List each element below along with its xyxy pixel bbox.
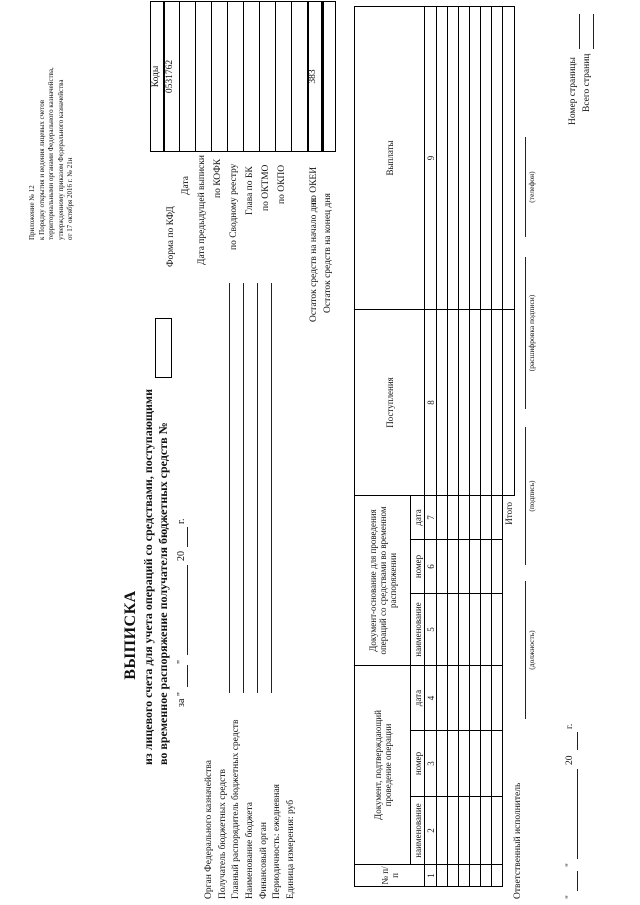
code-label: Глава по БК bbox=[245, 166, 255, 215]
balance-end-box bbox=[322, 1, 336, 152]
label-page-number: Номер страницы bbox=[568, 57, 578, 125]
code-label: по КОФК bbox=[213, 158, 223, 198]
col-number: 1 bbox=[425, 865, 437, 887]
appendix-line: от 17 октября 2016 г. № 21н bbox=[66, 157, 74, 240]
appendix-line: к Порядку открытия и ведения лицевых счетов bbox=[37, 99, 46, 240]
code-label: по ОКПО bbox=[277, 164, 287, 204]
label-fin-body: Финансовый орган bbox=[259, 822, 269, 899]
label-budget: Наименование бюджета bbox=[245, 802, 255, 899]
table-row bbox=[437, 6, 448, 886]
manager-line bbox=[243, 283, 244, 693]
header-name-1: наименование bbox=[411, 797, 425, 865]
header-receipts: Поступления bbox=[355, 309, 425, 495]
header-doc1: Документ, подтверждающий проведение операции bbox=[355, 666, 411, 865]
code-label: по ОКЕИ bbox=[309, 166, 319, 205]
header-payments: Выплаты bbox=[355, 6, 425, 309]
header-number-1: номер bbox=[411, 731, 425, 797]
budget-line bbox=[257, 283, 258, 693]
day-line bbox=[187, 665, 188, 687]
header-num: № п/п bbox=[355, 865, 425, 887]
okei-code: 383 bbox=[308, 1, 324, 152]
label-balance-start: Остаток средств на начало дня bbox=[309, 197, 319, 322]
col-number: 5 bbox=[425, 594, 437, 666]
label-balance-end: Остаток средств на конец дня bbox=[323, 193, 333, 313]
appendix-note bbox=[28, 67, 76, 240]
footer-date-quote: " bbox=[565, 863, 575, 867]
appendix-line: территориальными органами Федерального казначейства, bbox=[47, 67, 55, 240]
month-line bbox=[187, 565, 188, 655]
table-row bbox=[481, 6, 492, 886]
signature-line bbox=[525, 427, 526, 565]
total-row bbox=[503, 6, 515, 886]
registry-code bbox=[228, 1, 244, 152]
col-number: 2 bbox=[425, 797, 437, 865]
date-suffix: г. bbox=[176, 518, 187, 524]
label-recipient: Получатель бюджетных средств bbox=[218, 769, 228, 899]
footer-year-line bbox=[577, 732, 578, 750]
table-row bbox=[470, 6, 481, 886]
footer-date-year: 20 bbox=[565, 755, 575, 765]
code-label: Форма по КФД bbox=[166, 206, 176, 267]
col-number: 7 bbox=[425, 495, 437, 539]
account-number-box bbox=[155, 318, 172, 378]
header-number-2: номер bbox=[411, 540, 425, 594]
label-periodicity: Периодичность: ежедневная bbox=[272, 784, 282, 899]
document-subtitle: из лицевого счета для учета операций со средствами, поступающими bbox=[141, 388, 155, 765]
caption-phone: (телефон) bbox=[527, 171, 536, 203]
col-number: 4 bbox=[425, 666, 437, 731]
date-prefix: за " bbox=[176, 692, 187, 707]
document-title: ВЫПИСКА bbox=[122, 590, 139, 680]
code-label: Дата bbox=[181, 176, 191, 195]
appendix-line: Приложение № 12 bbox=[28, 185, 36, 240]
page-number-line bbox=[579, 14, 580, 49]
oktmo-code bbox=[260, 1, 276, 152]
okpo-code bbox=[276, 1, 292, 152]
header-date-2: дата bbox=[411, 495, 425, 539]
total-pages-line bbox=[593, 14, 594, 49]
col-number: 8 bbox=[425, 309, 437, 495]
footer-month-line bbox=[577, 769, 578, 859]
header-name-2: наименование bbox=[411, 594, 425, 666]
date-quote: " bbox=[176, 659, 187, 664]
head-bk-code bbox=[244, 1, 260, 152]
document-subtitle: во временное распоряжение получателя бюджетных средств № bbox=[156, 422, 170, 765]
label-total-pages: Всего страниц bbox=[582, 53, 592, 112]
year-line bbox=[187, 527, 188, 547]
table-row bbox=[459, 6, 470, 886]
table-row bbox=[448, 6, 459, 886]
col-number: 9 bbox=[425, 6, 437, 309]
fin-body-line bbox=[271, 283, 272, 693]
decoding-line bbox=[525, 257, 526, 409]
codes-header: Коды bbox=[150, 1, 164, 152]
position-line bbox=[525, 581, 526, 719]
label-unit: Единица измерения: руб bbox=[286, 799, 296, 899]
prev-date-code bbox=[196, 1, 212, 152]
recipient-line bbox=[229, 283, 230, 693]
date-code bbox=[180, 1, 196, 152]
caption-position: (должность) bbox=[527, 630, 536, 670]
col-number: 3 bbox=[425, 731, 437, 797]
footer-day-line bbox=[577, 871, 578, 891]
phone-line bbox=[525, 137, 526, 237]
code-label: по Сводному реестру bbox=[229, 163, 239, 250]
code-label: по ОКТМО bbox=[261, 164, 271, 211]
balance-start-box bbox=[308, 1, 322, 152]
operations-table bbox=[354, 6, 515, 887]
footer-date-suffix: г. bbox=[565, 723, 575, 729]
footer-date-quote: " bbox=[565, 895, 575, 899]
codes-table bbox=[150, 0, 320, 152]
total-label: Итого bbox=[503, 501, 514, 525]
caption-decoding: (расшифровка подписи) bbox=[527, 294, 536, 372]
caption-signature: (подпись) bbox=[527, 480, 536, 512]
col-number: 6 bbox=[425, 540, 437, 594]
date-year: 20 bbox=[176, 551, 187, 561]
code-label: Дата предыдущей выписки bbox=[197, 155, 207, 265]
header-doc2: Документ-основание для проведения операций со средствами во временном распоряжении bbox=[355, 495, 411, 665]
header-date-1: дата bbox=[411, 666, 425, 731]
label-executor: Ответственный исполнитель bbox=[513, 782, 523, 899]
blank-code bbox=[292, 1, 308, 152]
label-treasury: Орган Федерального казначейства bbox=[204, 760, 214, 899]
label-manager: Главный распорядитель бюджетных средств bbox=[231, 719, 241, 899]
appendix-line: утвержденному приказом Федерального казначейства bbox=[56, 79, 65, 240]
kofk-code bbox=[212, 1, 228, 152]
table-row bbox=[492, 6, 503, 886]
form-code: 0531762 bbox=[164, 1, 180, 152]
